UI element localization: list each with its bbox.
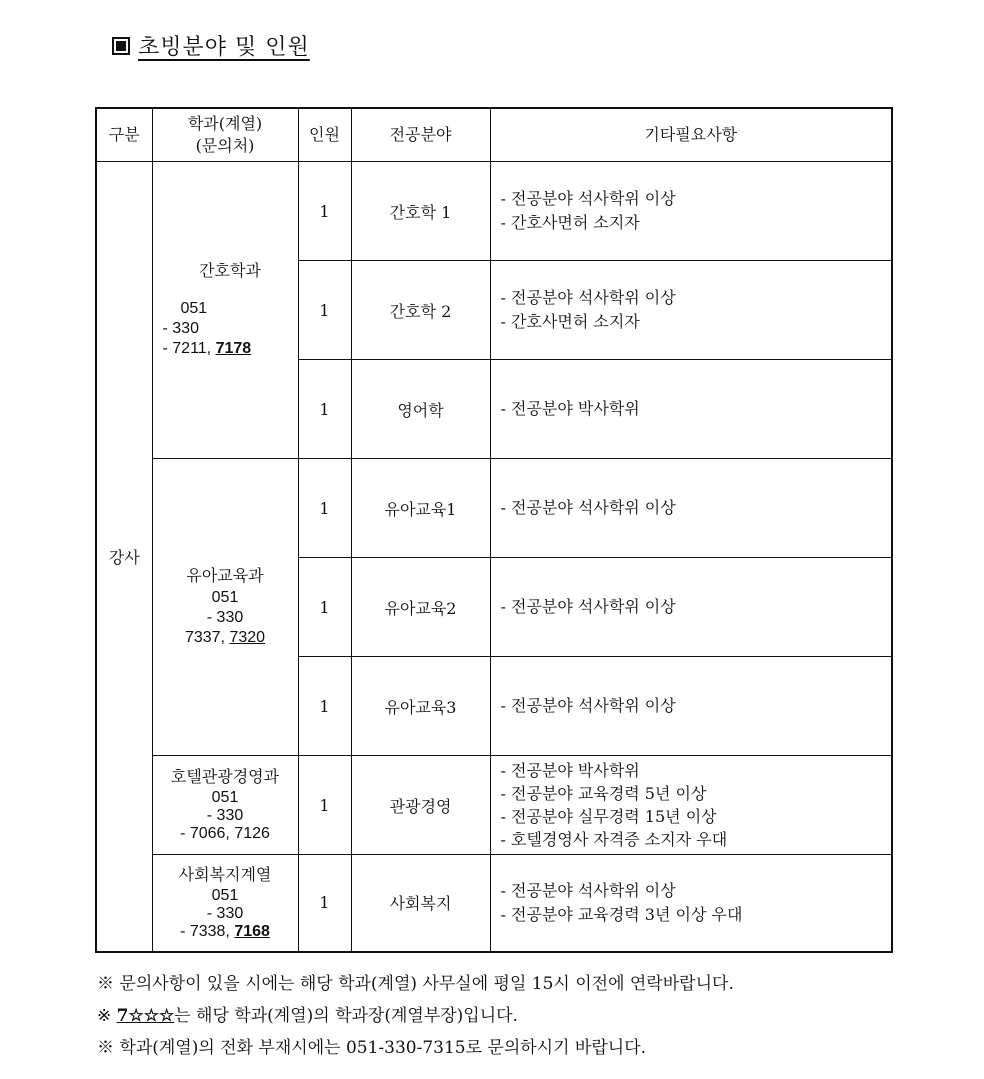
count-cell: 1 (298, 360, 351, 459)
header-field: 전공분야 (351, 108, 490, 162)
filled-square-icon (112, 37, 130, 55)
count-cell: 1 (298, 162, 351, 261)
count-cell: 1 (298, 459, 351, 558)
requirements-cell: - 전공분야 박사학위 - 전공분야 교육경력 5년 이상 - 전공분야 실무경력 15년 이상 - 호텔경영사 자격증 소지자 우대 (490, 756, 892, 855)
field-cell: 유아교육1 (351, 459, 490, 558)
count-cell: 1 (298, 756, 351, 855)
section-title: 초빙분야 및 인원 (138, 35, 310, 60)
table-row (96, 459, 892, 558)
notes (97, 968, 734, 1064)
division-cell: 강사 (96, 162, 152, 952)
dept-cell-early-childhood: 유아교육과 051 - 330 7337, 7320 (152, 459, 298, 756)
count-cell: 1 (298, 657, 351, 756)
table-row (96, 855, 892, 952)
table-row (96, 756, 892, 855)
count-cell: 1 (298, 855, 351, 952)
requirements-cell: - 전공분야 석사학위 이상 - 전공분야 교육경력 3년 이상 우대 (490, 855, 892, 952)
dept-cell-social: 사회복지계열 051 - 330 - 7338, 7168 (152, 855, 298, 952)
requirements-cell: - 전공분야 석사학위 이상 (490, 459, 892, 558)
field-cell: 유아교육3 (351, 657, 490, 756)
requirements-cell: - 전공분야 석사학위 이상 - 간호사면허 소지자 (490, 162, 892, 261)
note-inquiry: ※ 문의사항이 있을 시에는 해당 학과(계열) 사무실에 평일 15시 이전에 연락바랍니다. (97, 974, 734, 994)
field-cell: 영어학 (351, 360, 490, 459)
field-cell: 간호학 1 (351, 162, 490, 261)
note-head: ※ 7☆☆☆는 해당 학과(계열)의 학과장(계열부장)입니다. (97, 1006, 518, 1026)
note-phone: ※ 학과(계열)의 전화 부재시에는 051-330-7315로 문의하시기 바랍니다. (97, 1038, 647, 1058)
requirements-cell: - 전공분야 석사학위 이상 (490, 657, 892, 756)
table-row (96, 162, 892, 261)
header-count: 인원 (298, 108, 351, 162)
table-header-row (96, 108, 892, 162)
header-department: 학과(계열) (문의처) (152, 108, 298, 162)
field-cell: 유아교육2 (351, 558, 490, 657)
count-cell: 1 (298, 558, 351, 657)
field-cell: 사회복지 (351, 855, 490, 952)
field-cell: 관광경영 (351, 756, 490, 855)
requirements-cell: - 전공분야 석사학위 이상 (490, 558, 892, 657)
header-division: 구분 (96, 108, 152, 162)
recruitment-table (95, 107, 893, 953)
field-cell: 간호학 2 (351, 261, 490, 360)
dept-cell-nursing: 간호학과 051 - 330 - 7211, 7178 (152, 162, 298, 459)
header-etc: 기타필요사항 (490, 108, 892, 162)
section-heading (112, 30, 310, 61)
requirements-cell: - 전공분야 석사학위 이상 - 간호사면허 소지자 (490, 261, 892, 360)
requirements-cell: - 전공분야 박사학위 (490, 360, 892, 459)
count-cell: 1 (298, 261, 351, 360)
dept-cell-hotel: 호텔관광경영과 051 - 330 - 7066, 7126 (152, 756, 298, 855)
